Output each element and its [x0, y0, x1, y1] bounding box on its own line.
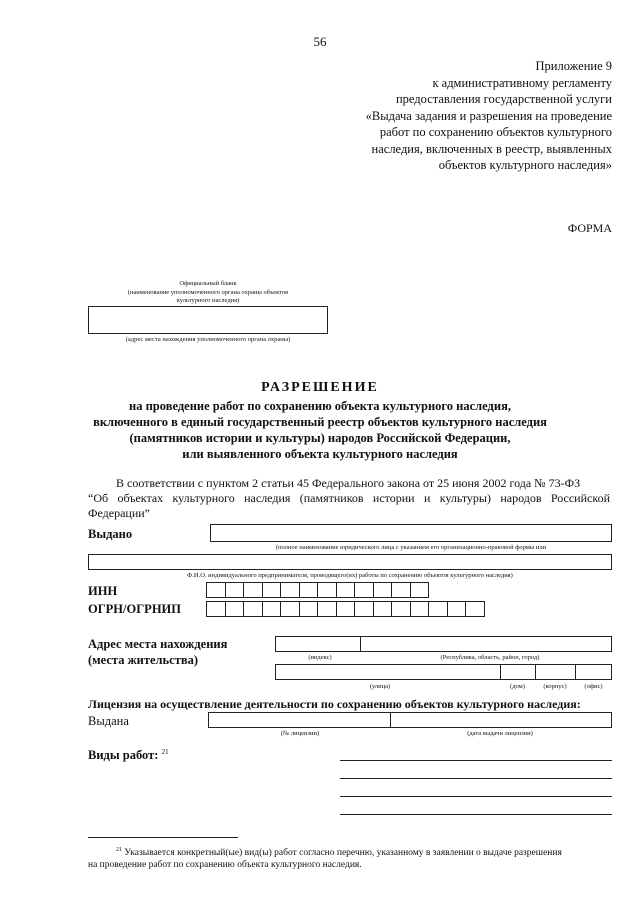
address-index-region-field[interactable]	[275, 636, 612, 652]
address-index-caption: (индекс)	[308, 654, 332, 661]
footnote	[88, 844, 612, 871]
footnote-number: 21	[116, 847, 122, 853]
subtitle-line: на проведение работ по сохранению объекта культурного наследия,	[129, 399, 511, 413]
works-line[interactable]	[340, 760, 612, 761]
address-divider	[500, 664, 501, 680]
intro-paragraph	[88, 476, 610, 521]
appendix-line: объектов культурного наследия»	[438, 158, 612, 172]
address-street-field[interactable]	[275, 664, 612, 680]
license-issued-label: Выдана	[88, 714, 129, 728]
footnote-text-1: Указывается конкретный(ые) вид(ы) работ согласно перечню, указанному в заявлении о выдаче разрешения	[124, 848, 562, 859]
appendix-header	[292, 58, 612, 174]
blank-subtitle: (наименование уполномоченного органа охраны объектов	[127, 289, 289, 296]
license-divider	[390, 712, 391, 728]
works-footnote-ref: 21	[161, 748, 169, 756]
appendix-line: работ по сохранению объектов культурного	[379, 125, 612, 139]
license-field[interactable]	[208, 712, 612, 728]
footnote-line-1	[88, 844, 612, 859]
address-building-caption: (корпус)	[543, 683, 567, 690]
issued-field[interactable]	[210, 524, 612, 542]
form-label: ФОРМА	[567, 221, 612, 235]
works-line[interactable]	[340, 778, 612, 779]
intro-line: Федерации”	[88, 506, 150, 520]
blank-subtitle-2: культурного наследия)	[176, 297, 240, 304]
address-house-caption: (дом)	[510, 683, 525, 690]
ogrn-label: ОГРН/ОГРНИП	[88, 602, 181, 616]
footnote-separator	[88, 837, 238, 838]
license-number-caption: (№ лицензии)	[280, 730, 320, 737]
inn-cells[interactable]	[206, 582, 428, 598]
blank-address-caption: (адрес места нахождения уполномоченного органа охраны)	[125, 336, 291, 343]
blank-address-box[interactable]	[88, 306, 328, 334]
works-label	[88, 748, 169, 763]
address-office-caption: (офис)	[584, 683, 603, 690]
subtitle-line: или выявленного объекта культурного наследия	[182, 447, 458, 461]
subtitle-line: (памятников истории и культуры) народов Российской Федерации,	[129, 431, 511, 445]
works-line[interactable]	[340, 814, 612, 815]
license-heading: Лицензия на осуществление деятельности по сохранению объектов культурного наследия:	[88, 697, 581, 711]
address-label-2: (места жительства)	[88, 653, 199, 667]
appendix-line: предоставления государственной услуги	[395, 92, 612, 106]
address-region-caption: (Республика, область, район, город)	[440, 654, 540, 661]
subtitle-line: включенного в единый государственный реестр объектов культурного наследия	[93, 415, 547, 429]
address-divider	[535, 664, 536, 680]
issued-caption-1: (полное наименование юридического лица с указанием его организационно-правовой формы или	[275, 544, 547, 551]
footnote-text-2: на проведение работ по сохранению объекта культурного наследия.	[88, 860, 362, 871]
appendix-line: «Выдача задания и разрешения на проведение	[365, 108, 612, 123]
document-subtitle	[0, 398, 640, 462]
inn-label: ИНН	[88, 584, 118, 598]
page-number: 56	[313, 34, 327, 49]
ogrn-cells[interactable]	[206, 601, 484, 617]
address-street-caption: (улица)	[369, 683, 391, 690]
license-date-caption: (дата выдачи лицензии)	[467, 730, 533, 737]
intro-line: В соответствии с пунктом 2 статьи 45 Федерального закона от 25 июня 2002 года № 73-ФЗ	[116, 476, 581, 490]
address-divider	[360, 636, 361, 652]
issued-field-2[interactable]	[88, 554, 612, 570]
issued-caption-2: Ф.И.О. индивидуального предпринимателя, проводящего(их) работы по сохранению объектов культурного наследия)	[187, 572, 513, 579]
appendix-line: к административному регламенту	[432, 75, 612, 90]
appendix-line: Приложение 9	[535, 59, 612, 73]
address-divider	[575, 664, 576, 680]
appendix-line: наследия, включенных в реестр, выявленных	[371, 141, 612, 156]
works-label-text: Виды работ:	[88, 748, 159, 763]
document-title: РАЗРЕШЕНИЕ	[261, 380, 379, 395]
works-line[interactable]	[340, 796, 612, 797]
intro-line: “Об объектах культурного наследия (памятников истории и культуры) народов Российской	[88, 491, 610, 505]
blank-title: Официальный бланк	[179, 280, 237, 287]
issued-label: Выдано	[88, 527, 133, 541]
address-label-1: Адрес места нахождения	[88, 637, 228, 651]
